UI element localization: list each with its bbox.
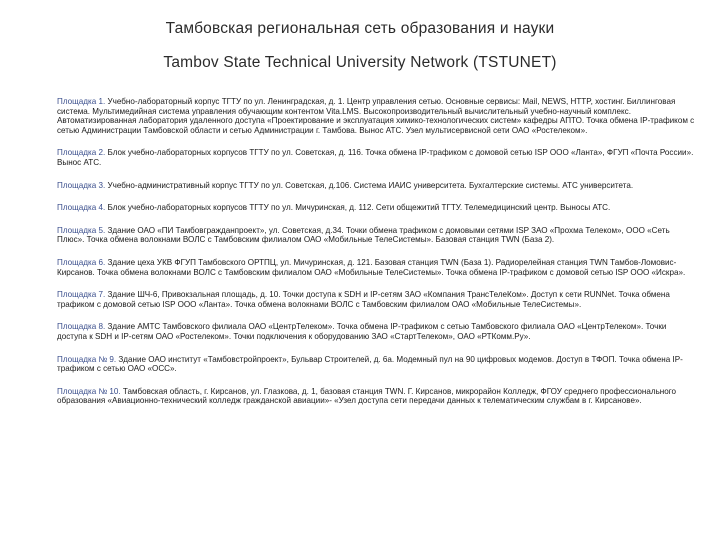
site-label: Площадка 4. [57, 203, 106, 213]
site-label: Площадка 2. [57, 148, 106, 158]
site-text: Блок учебно-лабораторных корпусов ТГТУ по ул. Мичуринская, д. 112. Сети общежитий ТГТУ. Телемедицинский центр. Выносы АТС. [105, 203, 611, 213]
site-label: Площадка 5. [57, 225, 106, 235]
site-8 [57, 322, 697, 341]
site-7 [57, 290, 697, 309]
title-en: Tambov State Technical University Network (TSTUNET) [163, 54, 557, 71]
site-text: Блок учебно-лабораторных корпусов ТГТУ по ул. Советская, д. 116. Точка обмена IP-трафиком с домовой сетью ISP ООО «Ланта», ФГУП «Почта России». Вынос АТС. [57, 148, 694, 167]
site-text: Учебно-административный корпус ТГТУ по ул. Советская, д.106. Система ИАИС университета. Бухгалтерские системы. АТС университета. [105, 180, 634, 190]
site-text: Здание ШЧ-6, Привокзальная площадь, д. 10. Точки доступа к SDH и IP-сетям ЗАО «Компания ТрансТелеКом». Доступ к сети RUNNet. Точка обмена трафиком с домовой сетью ISP ООО «Ланта». Точка обмена волокнами ВОЛС с Тамбовским филиалом ОАО «Мобильные ТелеСистемы». [57, 290, 670, 309]
site-label: Площадка 8. [57, 322, 106, 332]
site-label: Площадка № 10. [57, 386, 121, 396]
site-label: Площадка 6. [57, 257, 106, 267]
site-label: Площадка 3. [57, 180, 106, 190]
site-4 [57, 203, 697, 213]
site-text: Здание АМТС Тамбовского филиала ОАО «ЦентрТелеком». Точка обмена IP-трафиком с сетью Тамбовского филиала ОАО «ЦентрТелеком». Точки доступа к SDH и IP-сетям ОАО «Ростелеком». Точки подключения к оборудованию ЗАО «СтартТелеком», ОАО «РТКомм.Ру». [57, 322, 667, 341]
site-text: Здание ОАО институт «Тамбовстройпроект», Бульвар Строителей, д. 6а. Модемный пул на 90 цифровых модемов. Доступ в ТФОП. Точка обмена IP-трафиком с сетью ОАО «ОСС». [57, 354, 683, 374]
site-label: Площадка № 9. [57, 354, 117, 364]
site-9 [57, 355, 697, 374]
site-2 [57, 148, 697, 167]
site-label: Площадка 7. [57, 290, 106, 300]
title-ru: Тамбовская региональная сеть образования и науки [165, 20, 555, 37]
site-label: Площадка 1. [57, 97, 106, 106]
site-text: Здание цеха УКВ ФГУП Тамбовского ОРТПЦ, ул. Мичуринская, д. 121. Базовая станция TWN (База 1). Радиорелейная станция TWN Тамбов-Ломовис-Кирсанов. Точка обмена волокнами ВОЛС с Тамбовским филиалом ОАО «Мобильные ТелеСистемы». Точка обмена IP-трафиком с домовой сетью ISP ООО «Искра». [57, 257, 686, 277]
site-1 [57, 97, 697, 135]
site-6 [57, 258, 697, 277]
site-3 [57, 181, 697, 191]
site-5 [57, 226, 697, 245]
site-text: Учебно-лабораторный корпус ТГТУ по ул. Ленинградская, д. 1. Центр управления сетью. Основные сервисы: Mail, NEWS, HTTP, хостинг. Биллинговая система. Мультимедийная система управления обучающим контентом Vita.LMS. Высокопроизводительный вычислительный учебно-научный комплекс. Автоматизированная лаборатория удаленного доступа «Проектирование и эксплуатация химико-технологических систем» кафедры АПТО. Точка обмена IP-трафиком с сетью Администрации Тамбовской области и сетью Администрации г. Тамбова. Вынос АТС. Узел мультисервисной сети ОАО «Ростелеком». [57, 97, 695, 135]
title-block [0, 20, 720, 72]
sites-list [57, 97, 697, 419]
site-text: Тамбовская область, г. Кирсанов, ул. Глазкова, д. 1, базовая станция TWN. Г. Кирсанов, микрорайон Колледж, ФГОУ среднего профессионального образования «Авиационно-технический колледж гражданской авиации»- «Узел доступа сети передачи данных к телематическим службам в г. Кирсанове». [57, 386, 677, 406]
site-10 [57, 387, 697, 406]
site-text: Здание ОАО «ПИ Тамбовгражданпроект», ул. Советская, д.34. Точки обмена трафиком с домовыми сетями ISP ЗАО «Прохма Телеком», ООО «Сеть Плюс». Точка обмена волокнами ВОЛС с Тамбовским филиалом ОАО «Мобильные ТелеСистемы». Базовая станция TWN (База 2). [57, 225, 670, 245]
